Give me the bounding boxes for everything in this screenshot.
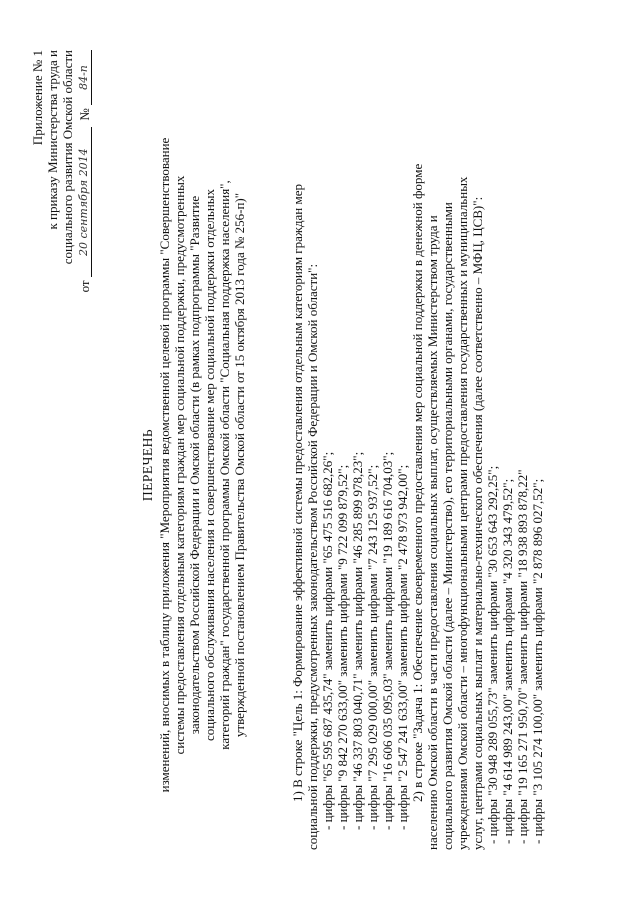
- date-field: [75, 127, 92, 277]
- appendix-block: [30, 50, 92, 385]
- section-1-item: - цифры "46 337 803 040,71" заменить цифрами "46 285 899 978,23";: [350, 451, 365, 830]
- title-line: системы предоставления отдельным категориям граждан мер социальной поддержки, предусмотренных: [172, 175, 187, 755]
- date-handwritten: 20 сентября 2014: [77, 148, 90, 256]
- number-prefix: №: [77, 108, 92, 121]
- section-2-line: 2) в строке "Задача 1: Обеспечение своевременного предоставления мер социальной поддержки в денежной форме: [410, 163, 425, 802]
- section-2-item: - цифры "3 105 274 100,00" заменить цифрами "2 878 896 027,52";: [530, 478, 545, 844]
- section-2-item: - цифры "19 165 271 950,70" заменить цифрами "18 938 893 878,22": [515, 469, 530, 844]
- section-2-item: - цифры "4 614 989 243,00" заменить цифрами "4 320 343 479,52";: [500, 478, 515, 844]
- section-1-item: - цифры "65 595 687 435,74" заменить цифрами "65 475 516 682,26";: [320, 451, 335, 830]
- title-line: социального обслуживания населения и совершенствование мер социальной поддержки отдельных: [202, 188, 217, 742]
- section-1-item: - цифры "9 842 270 633,00" заменить цифрами "9 722 099 879,52";: [335, 464, 350, 830]
- document-title: [140, 85, 247, 845]
- section-1-item: - цифры "16 606 035 095,03" заменить цифрами "19 189 616 704,03";: [380, 451, 395, 830]
- section-1-line: 1) В строке "Цель 1: Формирование эффективной системы предоставления отдельным категориям граждан мер: [290, 184, 305, 802]
- document-body: [290, 60, 545, 850]
- title-line: законодательством Российской Федерации и Омской области (в рамках подпрограммы "Развитие: [187, 195, 202, 735]
- section-2-line: услуг, центрами социальных выплат и материально-технического обеспечения (далее соответственно – МФЦ, ЦСВ)":: [470, 196, 485, 850]
- appendix-line-1: Приложение № 1: [30, 50, 45, 146]
- title-heading: ПЕРЕЧЕНЬ: [140, 428, 155, 502]
- section-2-line: учреждениями Омской области – многофункциональными центрами предоставления государственных и муниципальных: [455, 176, 470, 850]
- section-1-item: - цифры "7 295 029 000,00" заменить цифрами "7 243 125 937,52";: [365, 464, 380, 830]
- number-handwritten: 84-п: [77, 65, 90, 90]
- number-field: [75, 50, 92, 105]
- appendix-date-line: [75, 50, 92, 385]
- section-1-item: - цифры "2 547 241 633,00" заменить цифрами "2 478 973 942,00";: [395, 464, 410, 830]
- title-line: категорий граждан" государственной программы Омской области "Социальная поддержка населения",: [217, 180, 232, 750]
- section-2-line: социального развития Омской области (далее – Министерство), его территориальными органами, государственными: [440, 202, 455, 850]
- section-2-line: населению Омской области в части предоставления социальных выплат, осуществляемых Министерством труда и: [425, 215, 440, 850]
- appendix-line-2: к приказу Министерства труда и: [45, 50, 60, 230]
- date-prefix: от: [77, 280, 92, 293]
- section-1-line: социальной поддержки, предусмотренных законодательством Российской Федерации и Омской области":: [305, 263, 320, 850]
- appendix-line-3: социального развития Омской области: [60, 50, 75, 265]
- title-line: изменений, вносимых в таблицу приложения "Мероприятия ведомственной целевой программы "Совершенствование: [157, 137, 172, 793]
- title-line: утвержденной постановлением Правительства Омской области от 15 октября 2013 года № 256-п)": [232, 192, 247, 738]
- section-2-item: - цифры "30 948 289 055,73" заменить цифрами "30 653 643 292,25";: [485, 465, 500, 844]
